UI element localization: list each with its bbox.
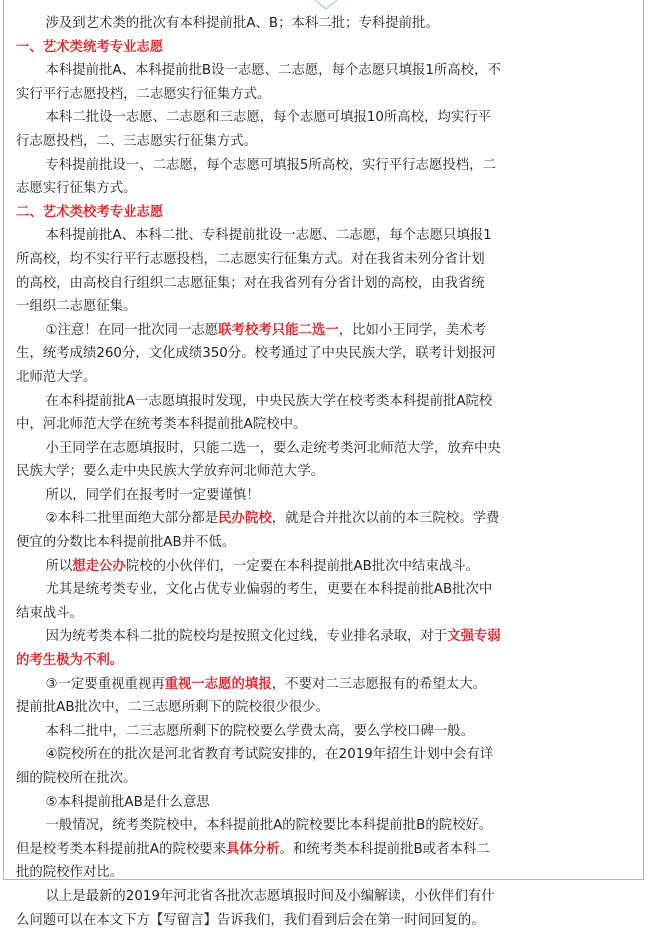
paragraph-line bbox=[16, 295, 632, 319]
highlighted-text: 民办院校 bbox=[218, 511, 272, 527]
text-run: 尤其是统考类专业，文化占优专业偏弱的考生，更要在本科提前批AB批次中 bbox=[45, 582, 493, 598]
paragraph-line bbox=[16, 909, 632, 932]
text-run: 便宜的分数比本科提前批AB并不低。 bbox=[16, 535, 236, 551]
text-run: 但是校考类本科提前批A的院校要来 bbox=[16, 841, 227, 857]
text-run: 所高校，均不实行平行志愿投档，二志愿实行征集方式。对在我省未列分省计划 bbox=[16, 251, 485, 267]
section-heading bbox=[16, 36, 632, 60]
text-run: 本科二批设一志愿、二志愿和三志愿，每个志愿可填报10所高校，均实行平 bbox=[45, 110, 492, 126]
paragraph-line bbox=[16, 224, 632, 248]
text-run: 么问题可以在本文下方【写留言】告诉我们，我们看到后会在第一时间回复的。 bbox=[16, 912, 485, 928]
text-run: ②本科二批里面绝大部分都是 bbox=[45, 511, 219, 527]
text-run: 二、艺术类校考专业志愿 bbox=[16, 204, 164, 220]
frame-top-notch bbox=[315, 0, 337, 10]
paragraph-line bbox=[16, 838, 632, 862]
paragraph-line bbox=[16, 696, 632, 720]
text-run: 中，河北师范大学在统考类本科提前批A院校中。 bbox=[16, 417, 307, 433]
paragraph-line bbox=[16, 507, 632, 531]
text-run: 小王同学在志愿填报时，只能二选一，要么走统考类河北师范大学，放弃中央 bbox=[45, 440, 501, 456]
text-run: 本科提前批A、本科二批、专科提前批设一志愿、二志愿，每个志愿只填报1 bbox=[45, 228, 492, 244]
text-run: 所以，同学们在报考时一定要谨慎！ bbox=[45, 487, 260, 503]
paragraph-line bbox=[16, 555, 632, 579]
text-run: 院校的小伙伴们，一定要在本科提前批AB批次中结束战斗。 bbox=[125, 558, 479, 574]
paragraph-line bbox=[16, 154, 632, 178]
paragraph-line bbox=[16, 531, 632, 555]
text-run: ，不要对二三志愿报有的希望太大。 bbox=[271, 676, 486, 692]
text-run: ⑤本科提前批AB是什么意思 bbox=[45, 794, 210, 810]
paragraph-line bbox=[16, 767, 632, 791]
text-run: ③一定要重视重视再 bbox=[45, 676, 165, 692]
text-run: 提前批AB批次中，二三志愿所剩下的院校很少很少。 bbox=[16, 700, 329, 716]
text-run: 结束战斗。 bbox=[16, 605, 83, 621]
text-run: 所以 bbox=[45, 558, 73, 574]
text-run: 北师范大学。 bbox=[16, 369, 97, 385]
highlighted-text: 的考生极为不利。 bbox=[16, 653, 124, 669]
paragraph-line bbox=[16, 602, 632, 626]
text-run: 本科二批中，二三志愿所剩下的院校要么学费太高，要么学校口碑一般。 bbox=[45, 723, 474, 739]
article-body bbox=[16, 12, 632, 932]
highlighted-text: 文强专弱 bbox=[447, 629, 501, 645]
paragraph-line bbox=[16, 177, 632, 201]
paragraph-line bbox=[16, 437, 632, 461]
paragraph-line bbox=[16, 130, 632, 154]
paragraph-line bbox=[16, 673, 632, 697]
text-run: 志愿实行征集方式。 bbox=[16, 181, 137, 197]
paragraph-line bbox=[16, 248, 632, 272]
paragraph-line bbox=[16, 390, 632, 414]
text-run: 因为统考类本科二批的院校均是按照文化过线，专业排名录取，对于 bbox=[45, 629, 448, 645]
paragraph-line bbox=[16, 342, 632, 366]
highlighted-text: 重视一志愿的填报 bbox=[164, 676, 272, 692]
text-run: ①注意！在同一批次同一志愿 bbox=[45, 322, 219, 338]
text-run: 本科提前批A、本科提前批B设一志愿、二志愿，每个志愿只填报1所高校，不 bbox=[45, 63, 501, 79]
highlighted-text: 联考校考只能二选一 bbox=[218, 322, 339, 338]
paragraph-line bbox=[16, 59, 632, 83]
paragraph-line bbox=[16, 460, 632, 484]
text-run: ，比如小王同学，美术考 bbox=[338, 322, 486, 338]
paragraph-line bbox=[16, 649, 632, 673]
paragraph-line bbox=[16, 791, 632, 815]
section-heading bbox=[16, 201, 632, 225]
highlighted-text: 具体分析 bbox=[226, 841, 280, 857]
text-run: 在本科提前批A一志愿填报时发现，中央民族大学在校考类本科提前批A院校 bbox=[45, 393, 493, 409]
text-run: 批的院校作对比。 bbox=[16, 865, 124, 881]
text-run: 生，统考成绩260分，文化成绩350分。校考通过了中央民族大学，联考计划报河 bbox=[16, 346, 496, 362]
highlighted-text: 想走公办 bbox=[72, 558, 126, 574]
paragraph-line bbox=[16, 12, 632, 36]
paragraph-line bbox=[16, 319, 632, 343]
paragraph-line bbox=[16, 861, 632, 885]
paragraph-line bbox=[16, 484, 632, 508]
text-run: 涉及到艺术类的批次有本科提前批A、B；本科二批；专科提前批。 bbox=[45, 16, 439, 31]
text-run: ，就是合并批次以前的本三院校。学费 bbox=[271, 511, 500, 527]
paragraph-line bbox=[16, 413, 632, 437]
paragraph-line bbox=[16, 272, 632, 296]
text-run: 民族大学；要么走中央民族大学放弃河北师范大学。 bbox=[16, 464, 324, 480]
text-run: 专科提前批设一、二志愿，每个志愿可填报5所高校，实行平行志愿投档，二 bbox=[45, 157, 496, 173]
text-run: 一般情况，统考类院校中，本科提前批A的院校要比本科提前批B的院校好。 bbox=[45, 818, 493, 834]
text-run: ④院校所在的批次是河北省教育考试院安排的，在2019年招生计划中会有详 bbox=[45, 747, 494, 763]
text-run: 一、艺术类统考专业志愿 bbox=[16, 39, 164, 55]
text-run: 实行平行志愿投档，二志愿实行征集方式。 bbox=[16, 86, 271, 102]
paragraph-line bbox=[16, 814, 632, 838]
text-run: 以上是最新的2019年河北省各批次志愿填报时间及小编解读，小伙伴们有什 bbox=[45, 888, 495, 904]
text-run: 细的院校所在批次。 bbox=[16, 771, 137, 786]
text-run: 的高校，由高校自行组织二志愿征集；对在我省列有分省计划的高校，由我省统 bbox=[16, 275, 485, 291]
paragraph-line bbox=[16, 578, 632, 602]
text-run: 行志愿投档，二、三志愿实行征集方式。 bbox=[16, 133, 258, 149]
text-run: 。和统考类本科提前批B或者本科二 bbox=[279, 841, 490, 857]
paragraph-line bbox=[16, 720, 632, 744]
paragraph-line bbox=[16, 106, 632, 130]
paragraph-line bbox=[16, 625, 632, 649]
paragraph-line bbox=[16, 743, 632, 767]
paragraph-line bbox=[16, 366, 632, 390]
text-run: 一组织二志愿征集。 bbox=[16, 299, 137, 315]
paragraph-line bbox=[16, 885, 632, 909]
paragraph-line bbox=[16, 83, 632, 107]
